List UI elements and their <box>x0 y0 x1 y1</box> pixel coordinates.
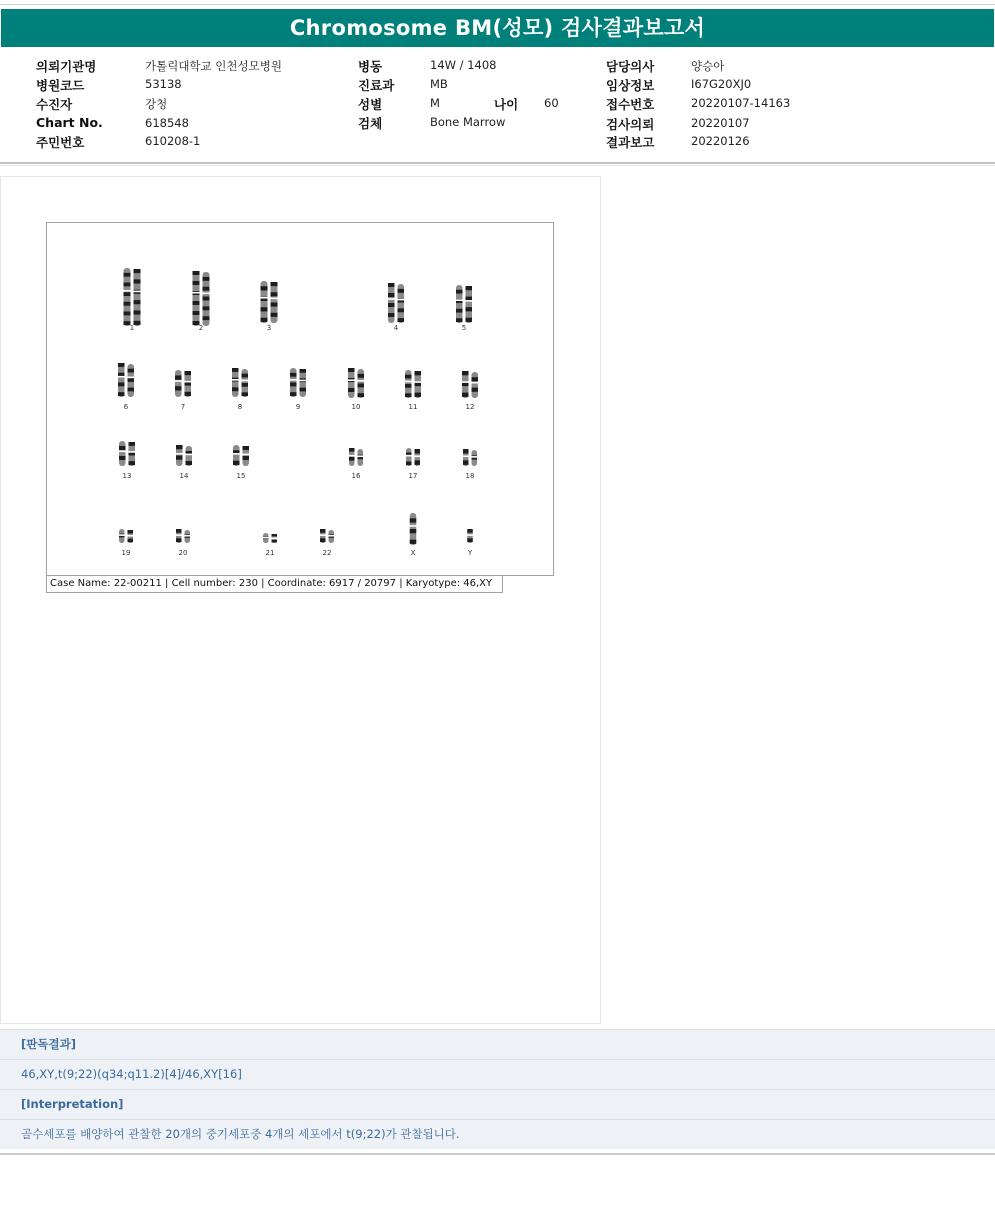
chromosome-pair-19 <box>119 529 134 557</box>
doctor-label: 담당의사 <box>606 59 655 74</box>
chromosome-pair-7 <box>175 370 192 411</box>
chromosome-pair-10 <box>348 368 365 411</box>
header-divider-shadow <box>0 165 995 166</box>
accession-no-label: 접수번호 <box>606 97 655 112</box>
chromosome-label-7: 7 <box>180 403 186 411</box>
chromosome-pair-9 <box>290 368 307 411</box>
age-value: 60 <box>544 96 559 110</box>
request-date-value: 20220107 <box>691 116 750 130</box>
chromosome-pair-4 <box>388 283 405 332</box>
reading-value-row <box>0 1059 995 1089</box>
chromosome-pair-3 <box>260 281 278 332</box>
sex-value: M <box>430 96 440 110</box>
department-label: 진료과 <box>358 78 395 93</box>
clinical-info-label: 임상정보 <box>606 78 655 93</box>
chromosome-label-22: 22 <box>322 549 332 557</box>
chromosome-label-5: 5 <box>461 324 467 332</box>
chromosome-pair-X <box>409 513 417 557</box>
chart-no-label: Chart No. <box>36 115 103 130</box>
chromosome-pair-17 <box>406 448 421 480</box>
clinical-info-value: I67G20XJ0 <box>691 77 752 91</box>
chromosome-label-15: 15 <box>236 472 246 480</box>
chromosome-label-X: X <box>410 549 416 557</box>
interpretation-value: 골수세포를 배양하여 관찰한 20개의 중기세포중 4개의 세포에서 t(9;22)가 관찰됩니다. <box>21 1127 460 1141</box>
report-date-value: 20220126 <box>691 134 750 148</box>
chromosome-label-4: 4 <box>393 324 399 332</box>
chromosome-pair-Y <box>467 529 474 557</box>
chromosome-pair-11 <box>405 370 422 411</box>
karyogram-image <box>46 222 554 576</box>
institution-value: 가톨릭대학교 인천성모병원 <box>145 59 282 73</box>
chromosome-pair-8 <box>232 368 249 411</box>
accession-no-value: 20220107-14163 <box>691 96 791 110</box>
chromosome-pair-14 <box>176 445 193 480</box>
request-date-label: 검사의뢰 <box>606 117 655 132</box>
chromosome-label-17: 17 <box>408 472 418 480</box>
specimen-value: Bone Marrow <box>430 115 506 129</box>
patient-value: 강청 <box>145 97 168 111</box>
chromosome-label-6: 6 <box>123 403 129 411</box>
chart-no-value: 618548 <box>145 116 189 130</box>
age-label: 나이 <box>494 97 519 112</box>
chromosome-label-1: 1 <box>129 324 135 332</box>
reading-label-row <box>0 1029 995 1059</box>
patient-label: 수진자 <box>36 97 73 112</box>
chromosome-pair-18 <box>463 449 478 480</box>
chromosome-pair-2 <box>192 271 210 332</box>
chromosome-label-12: 12 <box>465 403 475 411</box>
interpretation-label: [Interpretation] <box>21 1097 124 1111</box>
chromosome-label-3: 3 <box>266 324 272 332</box>
karyogram-caption: Case Name: 22-00211 | Cell number: 230 | Coordinate: 6917 / 20797 | Karyotype: 46,XY <box>46 575 503 593</box>
chromosome-label-13: 13 <box>122 472 132 480</box>
chromosome-pair-15 <box>233 445 250 480</box>
chromosome-pair-6 <box>118 363 135 411</box>
chromosome-pair-21 <box>263 533 278 557</box>
top-divider <box>0 4 995 5</box>
chromosome-label-9: 9 <box>295 403 301 411</box>
chromosome-label-2: 2 <box>198 324 204 332</box>
header-divider <box>0 162 995 164</box>
doctor-value: 양승아 <box>691 59 725 73</box>
interpretation-value-row <box>0 1119 995 1149</box>
chromosome-pair-5 <box>456 285 473 332</box>
ward-label: 병동 <box>358 59 383 74</box>
report-date-label: 결과보고 <box>606 135 655 150</box>
chromosome-label-14: 14 <box>179 472 189 480</box>
chromosome-pair-20 <box>176 529 191 557</box>
chromosome-pair-12 <box>462 371 479 411</box>
sex-label: 성별 <box>358 97 383 112</box>
chromosome-label-20: 20 <box>178 549 188 557</box>
chromosome-label-Y: Y <box>467 549 473 557</box>
interpretation-label-row <box>0 1089 995 1119</box>
chromosome-label-21: 21 <box>265 549 275 557</box>
chromosome-label-16: 16 <box>351 472 361 480</box>
chromosome-pair-16 <box>349 448 364 480</box>
institution-label: 의뢰기관명 <box>36 59 97 74</box>
resident-no-label: 주민번호 <box>36 135 85 150</box>
chromosome-label-18: 18 <box>465 472 475 480</box>
chromosome-label-8: 8 <box>237 403 243 411</box>
hospital-code-value: 53138 <box>145 77 182 91</box>
chromosome-label-10: 10 <box>351 403 361 411</box>
report-title: Chromosome BM(성모) 검사결과보고서 <box>1 9 994 47</box>
specimen-label: 검체 <box>358 116 383 131</box>
chromosome-pair-22 <box>320 529 335 557</box>
resident-no-value: 610208-1 <box>145 134 201 148</box>
bottom-divider <box>0 1153 995 1155</box>
patient-info-section <box>0 55 995 155</box>
reading-label: [판독결과] <box>21 1037 76 1051</box>
chromosome-pair-1 <box>123 268 141 332</box>
hospital-code-label: 병원코드 <box>36 78 85 93</box>
department-value: MB <box>430 77 448 91</box>
reading-value: 46,XY,t(9;22)(q34;q11.2)[4]/46,XY[16] <box>21 1067 242 1081</box>
chromosome-label-11: 11 <box>408 403 418 411</box>
chromosome-label-19: 19 <box>121 549 131 557</box>
ward-value: 14W / 1408 <box>430 58 497 72</box>
chromosome-pair-13 <box>119 441 136 480</box>
